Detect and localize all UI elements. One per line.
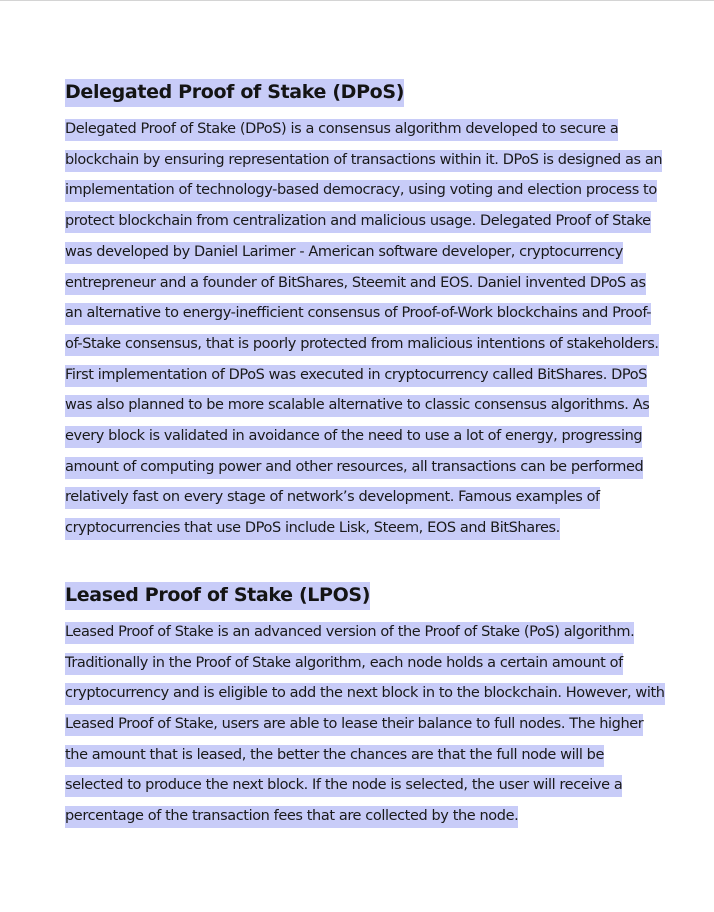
- section-heading-dpos[interactable]: [65, 78, 665, 106]
- paragraph-text-lpos[interactable]: Leased Proof of Stake is an advanced version of the Proof of Stake (PoS) algorithm. Traditionally in the Proof of Stake algorithm, each node holds a certain amount of cryptocurrency and is eligible to add the next block in to the blockchain. However, with Leased Proof of Stake, users are able to lease their balance to full nodes. The higher the amount that is leased, the better the chances are that the full node will be selected to produce the next block. If the node is selected, the user will receive a percentage of the transaction fees that are collected by the node.: [65, 622, 665, 828]
- document-page: [65, 78, 665, 832]
- paragraph-lpos[interactable]: [65, 617, 665, 832]
- section-dpos: [65, 78, 665, 544]
- page-top-border: [0, 0, 714, 1]
- section-heading-lpos[interactable]: [65, 581, 665, 609]
- heading-text-dpos[interactable]: Delegated Proof of Stake (DPoS): [65, 79, 404, 107]
- section-lpos: [65, 581, 665, 832]
- paragraph-dpos[interactable]: [65, 114, 665, 544]
- paragraph-text-dpos[interactable]: Delegated Proof of Stake (DPoS) is a consensus algorithm developed to secure a blockchain by ensuring representation of transactions within it. DPoS is designed as an implementation of technology-based democracy, using voting and election process to protect blockchain from centralization and malicious usage. Delegated Proof of Stake was developed by Daniel Larimer - American software developer, cryptocurrency entrepreneur and a founder of BitShares, Steemit and EOS. Daniel invented DPoS as an alternative to energy-inefficient consensus of Proof-of-Work blockchains and Proof-of-Stake consensus, that is poorly protected from malicious intentions of stakeholders. First implementation of DPoS was executed in cryptocurrency called BitShares. DPoS was also planned to be more scalable alternative to classic consensus algorithms. As every block is validated in avoidance of the need to use a lot of energy, progressing amount of computing power and other resources, all transactions can be performed relatively fast on every stage of network’s development. Famous examples of cryptocurrencies that use DPoS include Lisk, Steem, EOS and BitShares.: [65, 119, 662, 540]
- heading-text-lpos[interactable]: Leased Proof of Stake (LPOS): [65, 582, 370, 610]
